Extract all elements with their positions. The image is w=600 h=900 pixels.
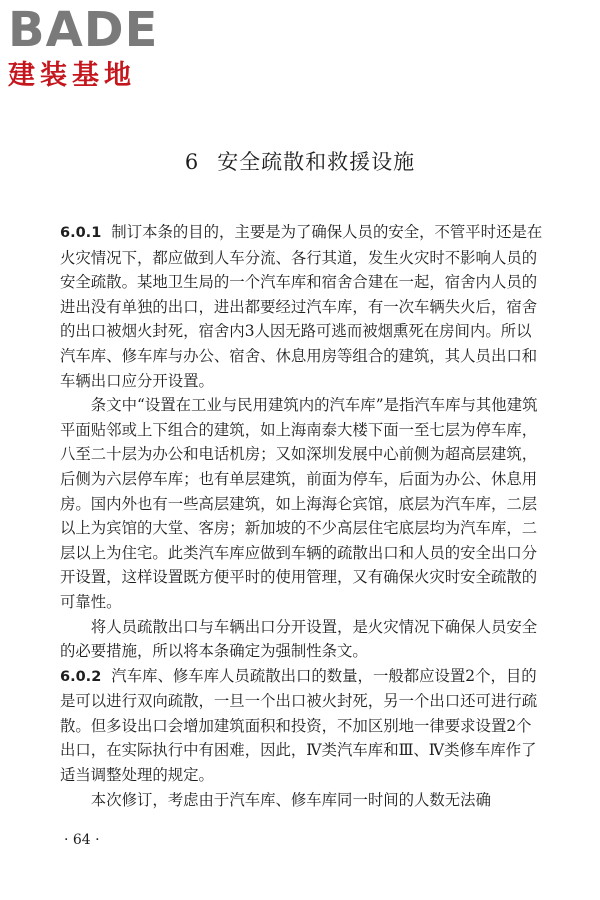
page-number: · 64 · [64,832,100,848]
article-number: 6.0.2 [60,668,102,685]
logo [8,4,176,96]
paragraph: 条文中“设置在工业与民用建筑内的汽车库”是指汽车库与其他建筑平面贴邻或上下组合的建筑，如上海南泰大楼下面一至七层为停车库，八至二十层为办公和电话机房；又如深圳发展中心前侧为超高层建筑，后侧为六层停车库；也有单层建筑，前面为停车，后面为办公、休息用房。国内外也有一些高层建筑，如上海海仑宾馆，底层为汽车库，二层以上为宾馆的大堂、客房；新加坡的不少高层住宅底层均为汽车库，二层以上为住宅。此类汽车库应做到车辆的疏散出口和人员的安全出口分开设置，这样设置既方便平时的使用管理，又有确保火灾时安全疏散的可靠性。 [60,396,538,611]
paragraph-6-0-1 [60,220,544,393]
paragraph: 本次修订，考虑由于汽车库、修车库同一时间的人数无法确 [90,790,491,809]
chapter-title-text: 安全疏散和救援设施 [217,150,416,174]
paragraph-text: 汽车库、修车库人员疏散出口的数量，一般都应设置2个，目的是可以进行双向疏散，一旦一个出口被火封死，另一个出口还可进行疏散。但多设出口会增加建筑面积和投资，不加区别地一律要求设置2个出口，在实际执行中有困难，因此，Ⅳ类汽车库和Ⅲ、Ⅳ类修车库作了适当调整处理的规定。 [60,666,538,785]
paragraph-text: 制订本条的目的，主要是为了确保人员的安全，不管平时还是在火灾情况下，都应做到人车分流、各行其道，发生火灾时不影响人员的安全疏散。某地卫生局的一个汽车库和宿舍合建在一起，宿舍内人员的进出没有单独的出口，进出都要经过汽车库，有一次车辆失火后，宿舍的出口被烟火封死，宿舍内3人因无路可逃而被烟熏死在房间内。所以汽车库、修车库与办公、宿舍、休息用房等组合的建筑，其人员出口和车辆出口应分开设置。 [60,223,543,390]
body-text [60,220,544,812]
logo-subtitle: 建装基地 [8,60,136,91]
chapter-title [0,146,600,176]
chapter-number: 6 [184,150,200,174]
paragraph-6-0-2 [60,664,544,788]
paragraph: 将人员疏散出口与车辆出口分开设置，是火灾情况下确保人员安全的必要措施，所以将本条确定为强制性条文。 [60,617,538,661]
article-number: 6.0.1 [60,225,102,241]
logo-brand: BADE [8,2,159,58]
